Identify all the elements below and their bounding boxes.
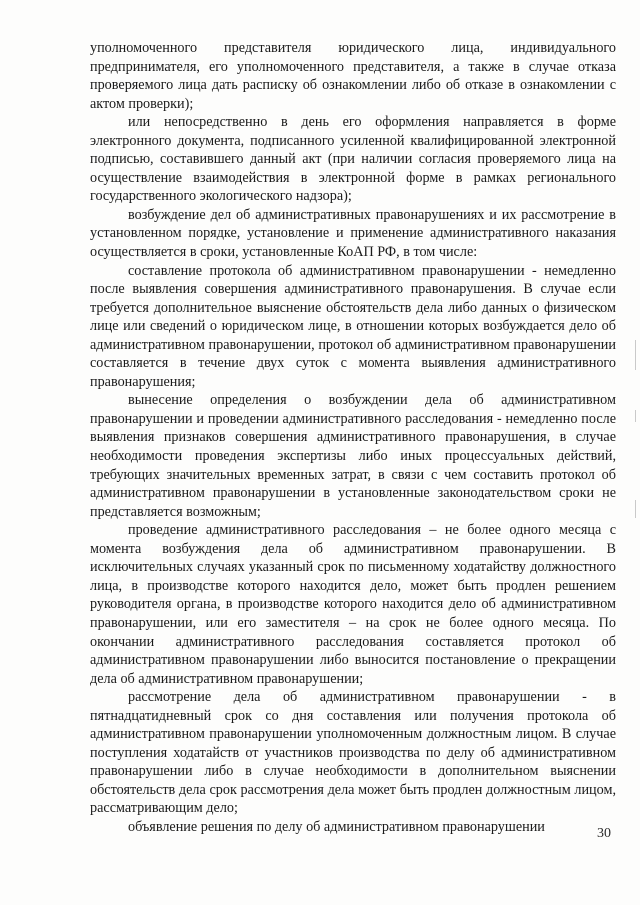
scan-edge-mark (635, 410, 636, 422)
scan-edge-mark (635, 340, 636, 370)
paragraph: проведение административного расследования – не более одного месяца с момента возбуждения дела об административном правонарушении. В исключительных случаях указанный срок по письменному ходатайству должностного лица, в производстве которого находится дело, может быть продлен решением руководителя органа, в производстве которого находится дело об административном правонарушении, или его заместителя – на срок не более одного месяца. По окончании административного расследования составляется протокол об административном правонарушении либо выносится постановление о прекращении дела об административном правонарушении; (90, 522, 616, 687)
paragraph: объявление решения по делу об административном правонарушении (128, 818, 545, 835)
paragraph: возбуждение дел об административных правонарушениях и их рассмотрение в установленном порядке, установление и применение административного наказания осуществляется в сроки, установленные КоАП РФ, в том числе: (90, 206, 616, 261)
paragraph: рассмотрение дела об административном правонарушении - в пятнадцатидневный срок со дня составления или получения протокола об административном правонарушении уполномоченным должностным лицом. В случае поступления ходатайств от участников производства по делу об административном правонарушении либо в случае необходимости в дополнительном выяснении обстоятельств дела срок рассмотрения дела может быть продлен должностным лицом, рассматривающим дело; (90, 689, 616, 817)
document-body (90, 39, 616, 837)
paragraph: или непосредственно в день его оформления направляется в форме электронного документа, подписанного усиленной квалифицированной электронной подписью, составившего данный акт (при наличии согласия проверяемого лица на осуществление взаимодействия в электронной форме в рамках регионального государственного экологического надзора); (90, 114, 616, 205)
paragraph: составление протокола об административном правонарушении - немедленно после выявления совершения административного правонарушения. В случае если требуется дополнительное выяснение обстоятельств дела либо данных о физическом лице или сведений о юридическом лице, в отношении которых возбуждается дело об административном правонарушении, протокол об административном правонарушении составляется в течение двух суток с момента выявления административного правонарушения; (90, 262, 616, 390)
paragraph: вынесение определения о возбуждении дела об административном правонарушении и проведении административного расследования - немедленно после выявления признаков совершения административного правонарушения, в случае необходимости проведения экспертизы либо иных процессуальных действий, требующих значительных временных затрат, в связи с чем составить протокол об административном правонарушении в установленные законодательством сроки не представляется возможным; (90, 392, 616, 520)
page-number: 30 (597, 826, 611, 841)
paragraph: уполномоченного представителя юридического лица, индивидуального предпринимателя, его уполномоченного представителя, а также в случае отказа проверяемого лица дать расписку об ознакомлении либо об отказе в ознакомлении с актом проверки); (90, 40, 616, 112)
scan-edge-mark (635, 500, 636, 518)
